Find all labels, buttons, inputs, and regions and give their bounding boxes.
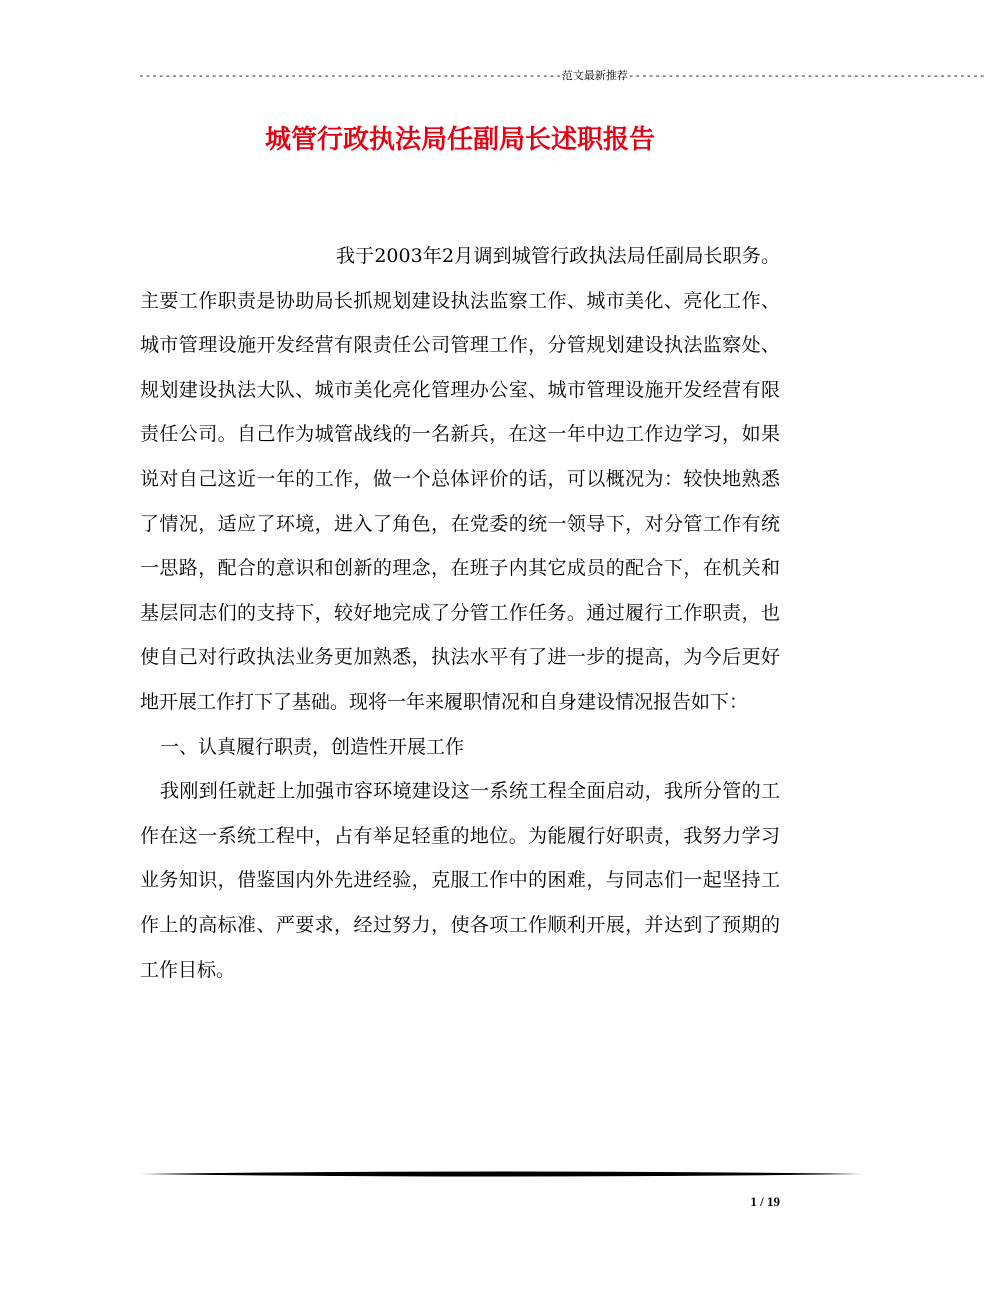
section-heading: 一、认真履行职责，创造性开展工作 — [160, 735, 465, 758]
page-header-banner: ----------------------------------------------------------------范文最新推荐------------------------------------------------------ — [138, 69, 985, 82]
page-number: 1 / 19 — [750, 1194, 780, 1209]
body-paragraph-section-one: 我刚到任就赶上加强市容环境建设这一系统工程全面启动，我所分管的工作在这一系统工程中，占有举足轻重的地位。为能履行好职责，我努力学习业务知识，借鉴国内外先进经验，克服工作中的困难，与同志们一起坚持工作上的高标准、严要求，经过努力，使各项工作顺利开展，并达到了预期的工作目标。 — [140, 780, 780, 981]
document-title: 城管行政执法局任副局长述职报告 — [264, 125, 655, 155]
footer-divider — [140, 1170, 863, 1178]
body-paragraph-intro: 我于2003年2月调到城管行政执法局任副局长职务。主要工作职责是协助局长抓规划建设执法监察工作、城市美化、亮化工作、城市管理设施开发经营有限责任公司管理工作，分管规划建设执法监察处、规划建设执法大队、城市美化亮化管理办公室、城市管理设施开发经营有限责任公司。自己作为城管战线的一名新兵，在这一年中边工作边学习，如果说对自己这近一年的工作，做一个总体评价的话，可以概况为：较快地熟悉了情况，适应了环境，进入了角色，在党委的统一领导下，对分管工作有统一思路，配合的意识和创新的理念，在班子内其它成员的配合下，在机关和基层同志们的支持下，较好地完成了分管工作任务。通过履行工作职责，也 使自己对行政执法业务更加熟悉，执法水平有了进一步的提高，为今后更好地开展工作打下了基础。现将一年来履职情况和自身建设情况报告如下： — [140, 245, 780, 713]
document-body — [140, 234, 780, 992]
